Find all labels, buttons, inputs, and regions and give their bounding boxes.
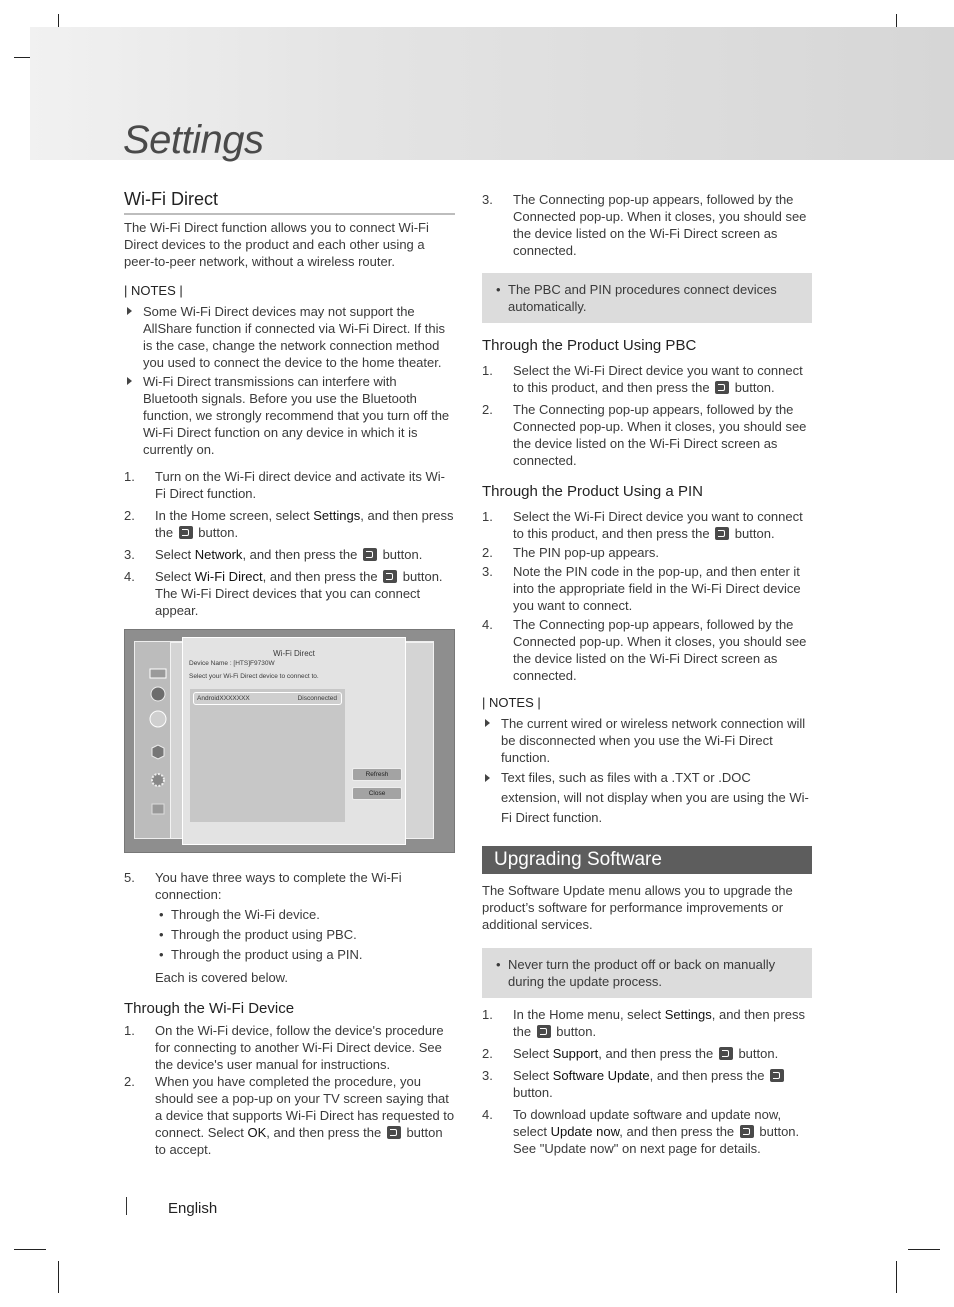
- step-text: button. See "Update now" on next page for details.: [513, 1124, 800, 1156]
- step-text: , and then press the: [262, 569, 382, 584]
- note-item: [482, 768, 812, 828]
- menu-term: Support: [552, 1046, 599, 1061]
- enter-button-icon: [383, 570, 397, 583]
- globe-icon: [149, 685, 167, 703]
- step-text: The Connecting pop-up appears, followed by the Connected pop-up. When it closes, you should see the device listed on the Wi-Fi Direct screen as connected.: [513, 402, 807, 468]
- step-item: 1. Select the Wi-Fi Direct device you want to connect to this product, and then press the button.: [482, 363, 803, 395]
- menu-term: Update now: [550, 1124, 620, 1139]
- step-text: , and then press the: [619, 1124, 738, 1139]
- notes-label: | NOTES |: [482, 695, 541, 710]
- menu-term: Software Update: [552, 1068, 650, 1083]
- note-item: [124, 303, 455, 371]
- step-item: 5. You have three ways to complete the Wi-Fi connection:: [124, 870, 402, 902]
- step-text: Select the Wi-Fi Direct device you want to connect to this product, and then press the: [513, 363, 803, 395]
- step-text: , and then press the: [242, 547, 361, 562]
- ways-list: [124, 906, 455, 986]
- step-item: 4. The Connecting pop-up appears, followed by the Connected pop-up. When it closes, you should see the device listed on the Wi-Fi Direct screen as connected.: [482, 617, 807, 683]
- crop-mark: [908, 1249, 940, 1250]
- step-item: 1. In the Home menu, select Settings, and then press the button.: [482, 1007, 805, 1039]
- note-text: Some Wi-Fi Direct devices may not support the AllShare function if connected via Wi-Fi Direct. If this is the case, change the network connection method you used to connect the device to the home theater.: [143, 304, 446, 370]
- step-text: Select: [155, 569, 195, 584]
- support-icon: [149, 800, 167, 818]
- step-text: Select: [155, 547, 195, 562]
- arrow-bullet-icon: [485, 774, 490, 782]
- list-item-text: Through the product using PBC.: [171, 927, 357, 942]
- step-text: , and then press the: [598, 1046, 717, 1061]
- arrow-bullet-icon: [127, 377, 132, 385]
- close-button[interactable]: Close: [352, 787, 402, 800]
- network-icon: [149, 664, 167, 682]
- footer-divider: [126, 1197, 127, 1215]
- subsection-heading-pin: Through the Product Using a PIN: [482, 483, 703, 500]
- sphere-icon: [149, 710, 167, 728]
- step-text: , and then press the: [266, 1125, 385, 1140]
- crop-mark: [14, 1249, 46, 1250]
- gear-icon: [149, 771, 167, 789]
- step-text: The PIN pop-up appears.: [513, 545, 659, 560]
- step-text: In the Home menu, select: [513, 1007, 665, 1022]
- note-text: Text files, such as files with a .TXT or .DOC extension, will not display when you are using the Wi-Fi Direct function.: [501, 770, 809, 825]
- step-text: button.: [731, 526, 775, 541]
- step-text: , and then press the: [649, 1068, 769, 1083]
- enter-button-icon: [363, 548, 377, 561]
- menu-term: OK: [247, 1125, 267, 1140]
- step-item: 3. Select Network, and then press the button.: [124, 547, 423, 562]
- wifi-direct-screenshot: [124, 629, 455, 853]
- menu-term: Network: [194, 547, 243, 562]
- section-banner-upgrading-software: Upgrading Software: [482, 846, 812, 874]
- step-text: button.: [513, 1085, 553, 1100]
- list-item-text: The PBC and PIN procedures connect devices automatically.: [508, 282, 777, 314]
- wifi-direct-intro: The Wi-Fi Direct function allows you to connect Wi-Fi Direct devices to the product and each other using a peer-to-peer network, without a wireless router.: [124, 220, 429, 269]
- step-item: 2. In the Home screen, select Settings, and then press the button.: [124, 508, 454, 540]
- info-box: [482, 273, 812, 323]
- notes-label: | NOTES |: [124, 283, 183, 298]
- box-icon: [149, 743, 167, 761]
- step-item: 3. Select Software Update, and then press the button.: [482, 1067, 812, 1101]
- step-item: 2. When you have completed the procedure, you should see a pop-up on your TV screen saying that a device that supports Wi-Fi Direct has requested to connect. Select OK, and then press the button to accept.: [124, 1074, 455, 1157]
- step-text: When you have completed the procedure, you should see a pop-up on your TV screen saying that a device that supports Wi-Fi Direct has requested to connect. Select: [155, 1074, 455, 1140]
- step-item: 1. Select the Wi-Fi Direct device you want to connect to this product, and then press the button.: [482, 509, 803, 541]
- step-item: 4. Select Wi-Fi Direct, and then press the button. The Wi-Fi Direct devices that you can connect appear.: [124, 569, 443, 618]
- covered-text: Each is covered below.: [155, 970, 288, 985]
- step-item: 2. The Connecting pop-up appears, followed by the Connected pop-up. When it closes, you should see the device listed on the Wi-Fi Direct screen as connected.: [482, 402, 807, 468]
- wifi-direct-dialog: [182, 637, 406, 845]
- list-item-text: Through the product using a PIN.: [171, 947, 363, 962]
- device-name: AndroidXXXXXXX: [197, 695, 250, 702]
- note-text: Wi-Fi Direct transmissions can interfere with Bluetooth signals. Before you use the Bluetooth function, we strongly recommend that you turn off the Wi-Fi Direct function on any device in which it is currently on.: [143, 374, 450, 457]
- note-item: [124, 373, 455, 458]
- list-item: • Through the product using PBC.: [159, 927, 357, 942]
- arrow-bullet-icon: [485, 719, 490, 727]
- device-status: Disconnected: [297, 695, 337, 702]
- enter-button-icon: [719, 1047, 733, 1060]
- step-text: Select: [513, 1046, 553, 1061]
- section-heading-wifi-direct: Wi-Fi Direct: [124, 191, 455, 215]
- step-item: 3. The Connecting pop-up appears, followed by the Connected pop-up. When it closes, you should see the device listed on the Wi-Fi Direct screen as connected.: [482, 192, 807, 258]
- step-text: , and then press the: [155, 508, 454, 540]
- enter-button-icon: [387, 1126, 401, 1139]
- list-item-text: Through the Wi-Fi device.: [171, 907, 320, 922]
- step-text: button.: [734, 1046, 779, 1061]
- list-item-text: Never turn the product off or back on manually during the update process.: [508, 957, 776, 989]
- step-text: , and then press the: [513, 1007, 805, 1039]
- footer-language: English: [168, 1200, 218, 1217]
- enter-button-icon: [715, 527, 729, 540]
- step-text: The Connecting pop-up appears, followed by the Connected pop-up. When it closes, you should see the device listed on the Wi-Fi Direct screen as connected.: [513, 192, 807, 258]
- step-text: button to accept.: [155, 1125, 443, 1157]
- note-item: [482, 715, 812, 766]
- step-text: To download update software and update now, select: [513, 1107, 782, 1139]
- crop-mark: [896, 1261, 897, 1293]
- enter-button-icon: [179, 526, 193, 539]
- step-item: 3. Note the PIN code in the pop-up, and then enter it into the appropriate field in the Wi-Fi Direct device you want to connect.: [482, 564, 801, 613]
- warning-box: [482, 948, 812, 998]
- step-text: Note the PIN code in the pop-up, and then enter it into the appropriate field in the Wi-Fi Direct device you want to connect.: [513, 564, 801, 613]
- step-text: On the Wi-Fi device, follow the device's procedure for connecting to another Wi-Fi Direct device. See the device's user manual for instructions.: [155, 1023, 444, 1072]
- upgrade-intro: The Software Update menu allows you to upgrade the product’s software for performance improvements or additional services.: [482, 883, 793, 932]
- menu-term: Settings: [313, 508, 361, 523]
- dialog-instruction: Select your Wi-Fi Direct device to connect to.: [189, 673, 319, 680]
- enter-button-icon: [740, 1125, 754, 1138]
- step-text: button.: [552, 1024, 597, 1039]
- step-text: Select: [513, 1068, 553, 1083]
- step-item: 1. On the Wi-Fi device, follow the device's procedure for connecting to another Wi-Fi Direct device. See the device's user manual for instructions.: [124, 1023, 444, 1072]
- step-text: The Connecting pop-up appears, followed by the Connected pop-up. When it closes, you should see the device listed on the Wi-Fi Direct screen as connected.: [513, 617, 807, 683]
- step-text: button.: [194, 525, 239, 540]
- step-item: 2. Select Support, and then press the button.: [482, 1046, 779, 1061]
- step-item: 4. To download update software and update now, select Update now, and then press the button. See "Update now" on next page for details.: [482, 1107, 800, 1156]
- step-item: 2. The PIN pop-up appears.: [482, 545, 659, 560]
- step-text: button.: [378, 547, 423, 562]
- list-item: • Never turn the product off or back on manually during the update process.: [496, 957, 776, 989]
- device-list-item[interactable]: [193, 692, 342, 705]
- arrow-bullet-icon: [127, 307, 132, 315]
- menu-term: Wi-Fi Direct: [194, 569, 263, 584]
- dialog-title: Wi-Fi Direct: [273, 649, 315, 658]
- device-list: [190, 689, 345, 822]
- device-name-label: Device Name : [HTS]F9730W: [189, 660, 275, 667]
- list-item: • The PBC and PIN procedures connect devices automatically.: [496, 282, 777, 314]
- list-item: • Through the Wi-Fi device.: [159, 907, 320, 922]
- refresh-button[interactable]: Refresh: [352, 768, 402, 781]
- right-column: [482, 191, 812, 1157]
- crop-mark: [58, 1261, 59, 1293]
- step-text: button.: [731, 380, 775, 395]
- step-text: You have three ways to complete the Wi-Fi connection:: [155, 870, 402, 902]
- note-text: The current wired or wireless network connection will be disconnected when you use the Wi-Fi Direct function.: [501, 716, 806, 765]
- menu-term: Settings: [664, 1007, 712, 1022]
- list-item: • Through the product using a PIN.: [159, 947, 363, 962]
- step-item: 1. Turn on the Wi-Fi direct device and activate its Wi-Fi Direct function.: [124, 469, 445, 501]
- subsection-heading-pbc: Through the Product Using PBC: [482, 337, 697, 354]
- left-column: [124, 191, 455, 1158]
- enter-button-icon: [715, 381, 729, 394]
- page-title: Settings: [123, 118, 264, 162]
- enter-button-icon: [537, 1025, 551, 1038]
- step-text: In the Home screen, select: [155, 508, 314, 523]
- step-text: Turn on the Wi-Fi direct device and activate its Wi-Fi Direct function.: [155, 469, 445, 501]
- subsection-heading-wifi-device: Through the Wi-Fi Device: [124, 1000, 295, 1017]
- enter-button-icon: [770, 1069, 784, 1082]
- step-text: button. The Wi-Fi Direct devices that you can connect appear.: [155, 569, 443, 618]
- step-text: Select the Wi-Fi Direct device you want to connect to this product, and then press the: [513, 509, 803, 541]
